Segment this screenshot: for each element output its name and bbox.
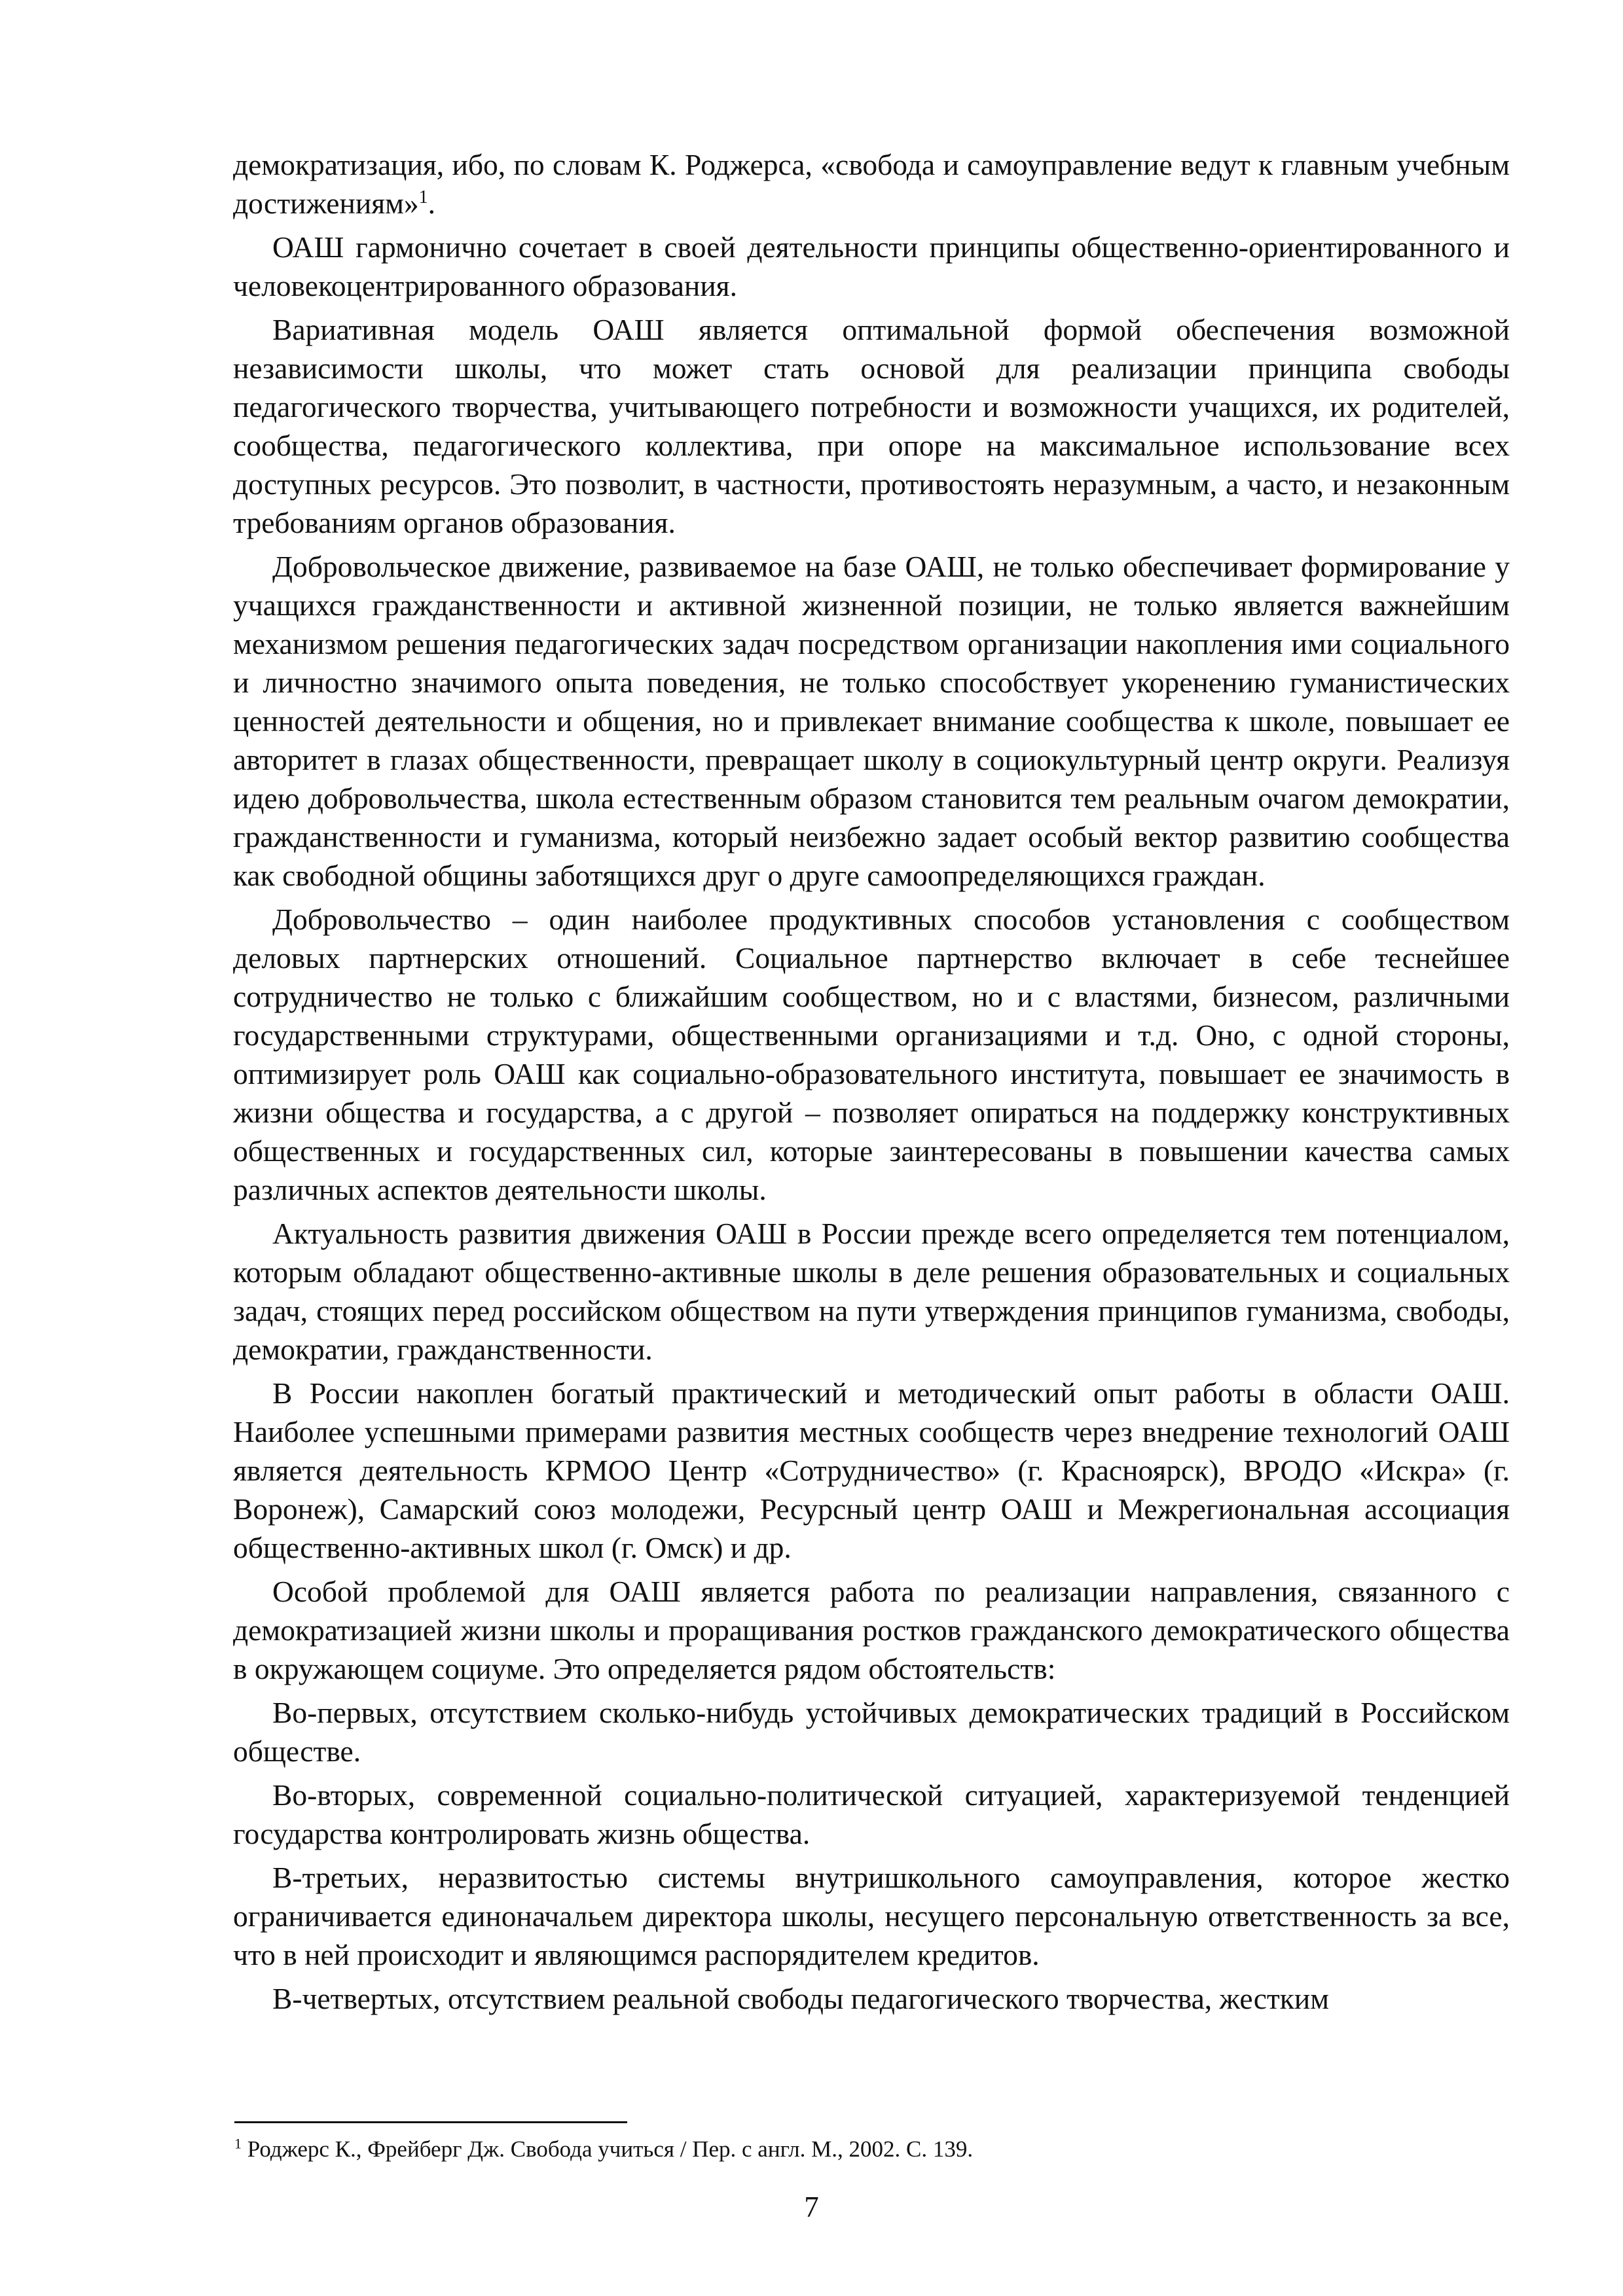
paragraph: Актуальность развития движения ОАШ в России прежде всего определяется тем потенциалом, которым обладают общественно-активные школы в деле решения образовательных и социальных задач, стоящих перед российском обществом на пути утверждения принципов гуманизма, свободы, демократии, гражданственности.	[233, 1217, 1510, 1366]
paragraph: В-четвертых, отсутствием реальной свободы педагогического творчества, жестким	[272, 1982, 1330, 2015]
footnote-text: Роджерс К., Фрейберг Дж. Свобода учиться / Пер. с англ. М., 2002. С. 139.	[242, 2136, 974, 2162]
footnote-divider	[234, 2121, 627, 2123]
paragraph: Во-вторых, современной социально-политической ситуацией, характеризуемой тенденцией государства контролировать жизнь общества.	[233, 1778, 1510, 1850]
footnote-reference[interactable]: 1	[418, 187, 428, 207]
body-text	[233, 145, 1510, 2018]
paragraph: В-третьих, неразвитостью системы внутришкольного самоуправления, которое жестко ограничивается единоначальем директора школы, несущего персональную ответственность за все, что в ней происходит и являющимся распорядителем кредитов.	[233, 1861, 1510, 1971]
paragraph-text: демократизация, ибо, по словам К. Роджерса, «свобода и самоуправление ведут к главным учебным достижениям»	[233, 148, 1510, 220]
paragraph: Особой проблемой для ОАШ является работа по реализации направления, связанного с демократизацией жизни школы и проращивания ростков гражданского демократического общества в окружающем социуме. Это определяется рядом обстоятельств:	[233, 1575, 1510, 1685]
footnote-marker: 1	[234, 2135, 242, 2152]
paragraph: Вариативная модель ОАШ является оптимальной формой обеспечения возможной независимости школы, что может стать основой для реализации принципа свободы педагогического творчества, учитывающего потребности и возможности учащихся, их родителей, сообщества, педагогического коллектива, при опоре на максимальное использование всех доступных ресурсов. Это позволит, в частности, противостоять неразумным, а часто, и незаконным требованиям органов образования.	[233, 313, 1510, 539]
page-number: 7	[804, 2191, 819, 2223]
footnote	[234, 2135, 1478, 2164]
paragraph-end: .	[428, 187, 436, 220]
paragraph: Во-первых, отсутствием сколько-нибудь устойчивых демократических традиций в Российском обществе.	[233, 1696, 1510, 1768]
paragraph	[233, 145, 1510, 223]
paragraph: В России накоплен богатый практический и методический опыт работы в области ОАШ. Наиболее успешными примерами развития местных сообществ через внедрение технологий ОАШ является деятельность КРМОО Центр «Сотрудничество» (г. Красноярск), ВРОДО «Искра» (г. Воронеж), Самарский союз молодежи, Ресурсный центр ОАШ и Межрегиональная ассоциация общественно-активных школ (г. Омск) и др.	[233, 1376, 1510, 1564]
paragraph: Добровольчество – один наиболее продуктивных способов установления с сообществом деловых партнерских отношений. Социальное партнерство включает в себе теснейшее сотрудничество не только с ближайшим сообществом, но и с властями, бизнесом, различными государственными структурами, общественными организациями и т.д. Оно, с одной стороны, оптимизирует роль ОАШ как социально-образовательного института, повышает ее значимость в жизни общества и государства, а с другой – позволяет опираться на поддержку конструктивных общественных и государственных сил, которые заинтересованы в повышении качества самых различных аспектов деятельности школы.	[233, 903, 1510, 1206]
paragraph: Добровольческое движение, развиваемое на базе ОАШ, не только обеспечивает формирование у учащихся гражданственности и активной жизненной позиции, не только является важнейшим механизмом решения педагогических задач посредством организации накопления ими социального и личностно значимого опыта поведения, не только способствует укоренению гуманистических ценностей деятельности и общения, но и привлекает внимание сообщества к школе, повышает ее авторитет в глазах общественности, превращает школу в социокультурный центр округи. Реализуя идею добровольчества, школа естественным образом становится тем реальным очагом демократии, гражданственности и гуманизма, который неизбежно задает особый вектор развитию сообщества как свободной общины заботящихся друг о друге самоопределяющихся граждан.	[233, 550, 1510, 892]
paragraph: ОАШ гармонично сочетает в своей деятельности принципы общественно-ориентированного и человекоцентрированного образования.	[233, 230, 1510, 302]
